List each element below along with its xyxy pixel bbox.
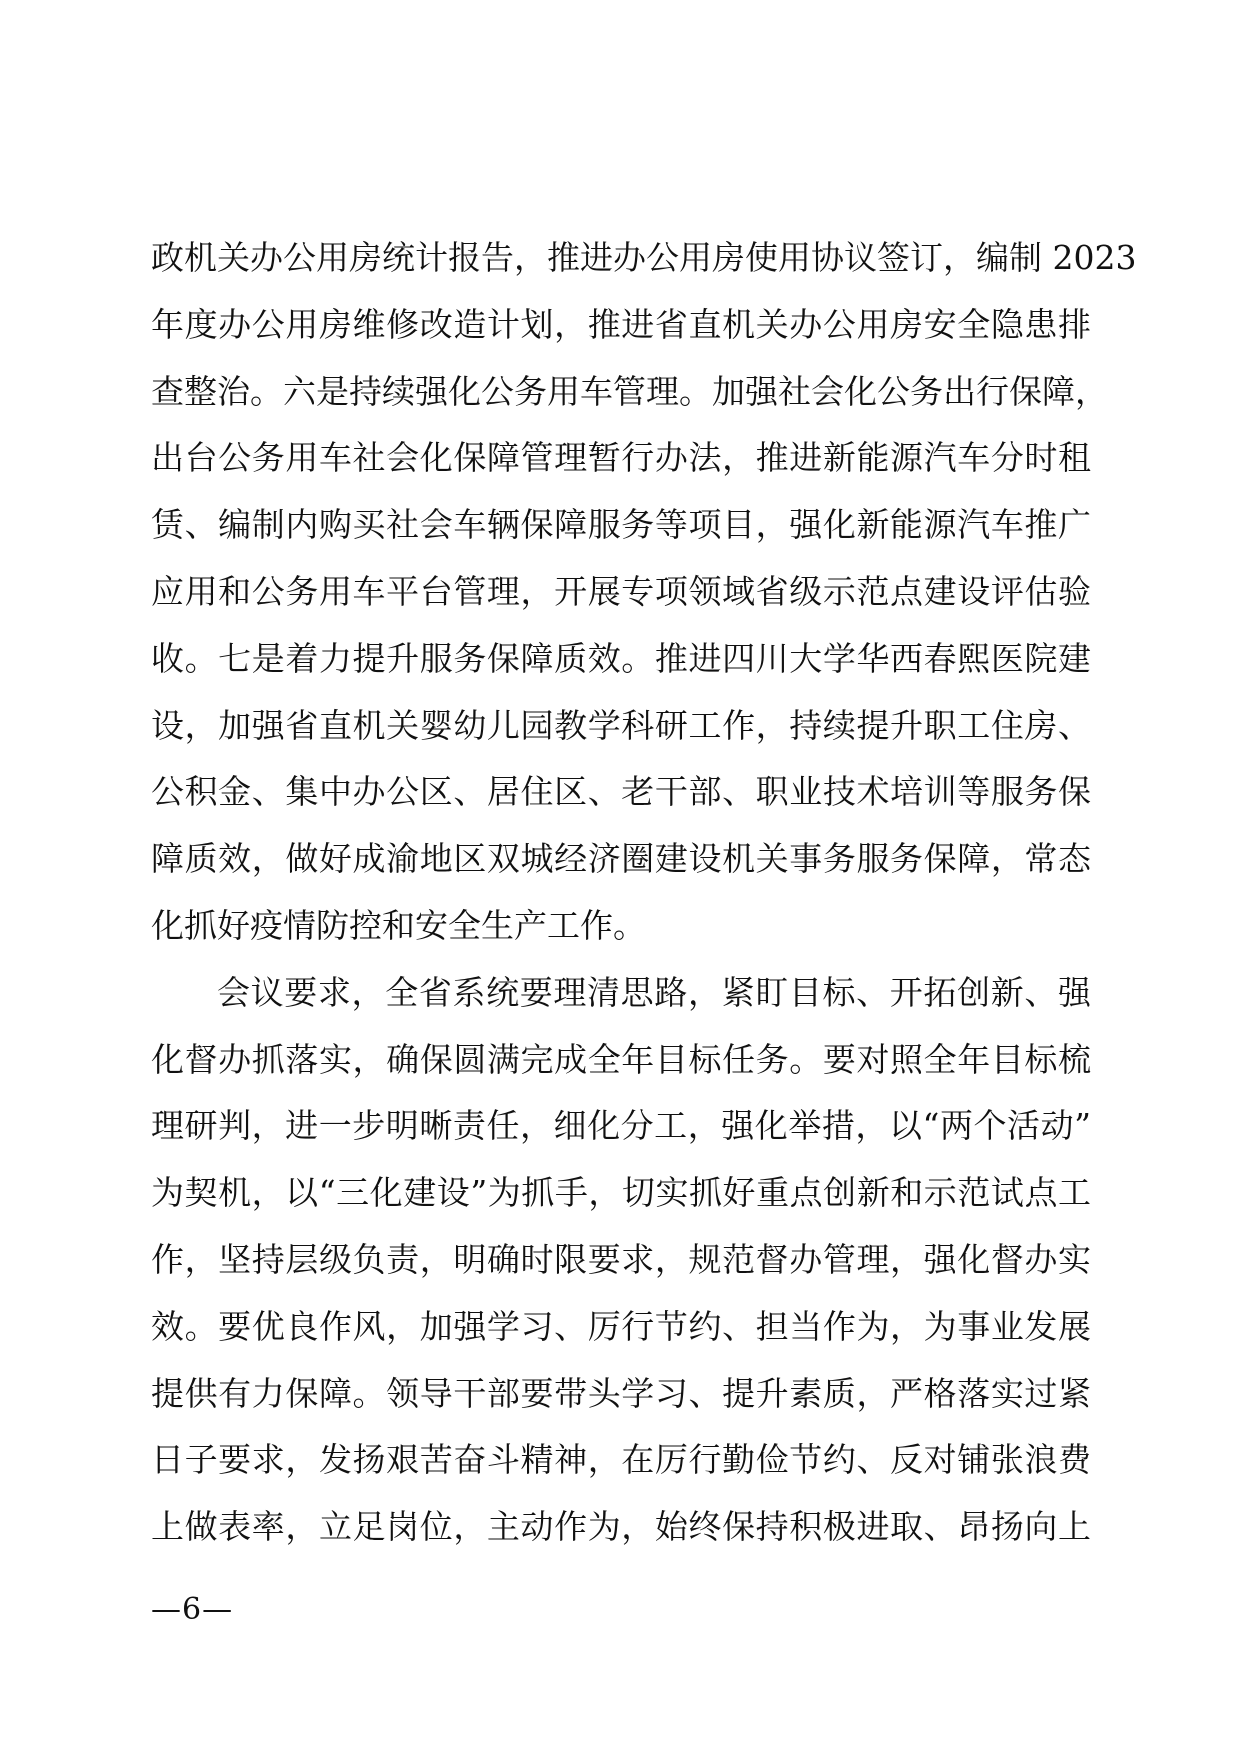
text-line: 为契机，以“三化建设”为抓手，切实抓好重点创新和示范试点工 [151, 1173, 1091, 1213]
text-line: 理研判，进一步明晰责任，细化分工，强化举措，以“两个活动” [151, 1106, 1091, 1146]
text-line: 化督办抓落实，确保圆满完成全年目标任务。要对照全年目标梳 [151, 1039, 1091, 1079]
text-line: 应用和公务用车平台管理，开展专项领域省级示范点建设评估验 [151, 571, 1091, 611]
text-line: 公积金、集中办公区、居住区、老干部、职业技术培训等服务保 [151, 772, 1091, 812]
body-text [151, 225, 1137, 1561]
text-line: 设，加强省直机关婴幼儿园教学科研工作，持续提升职工住房、 [151, 705, 1091, 745]
text-line: 效。要优良作风，加强学习、厉行节约、担当作为，为事业发展 [151, 1306, 1091, 1346]
text-line: 日子要求，发扬艰苦奋斗精神，在厉行勤俭节约、反对铺张浪费 [151, 1440, 1091, 1480]
page-number: —6— [151, 1592, 234, 1627]
text-line: 障质效，做好成渝地区双城经济圈建设机关事务服务保障，常态 [151, 839, 1091, 879]
text-line: 化抓好疫情防控和安全生产工作。 [151, 905, 646, 945]
text-line: 提供有力保障。领导干部要带头学习、提升素质，严格落实过紧 [151, 1373, 1091, 1413]
text-line: 出台公务用车社会化保障管理暂行办法，推进新能源汽车分时租 [151, 438, 1091, 478]
text-line: 年度办公用房维修改造计划，推进省直机关办公用房安全隐患排 [151, 304, 1091, 344]
text-line: 上做表率，立足岗位，主动作为，始终保持积极进取、昂扬向上 [151, 1507, 1091, 1547]
text-line: 查整治。六是持续强化公务用车管理。加强社会化公务出行保障， [151, 371, 1108, 411]
text-line: 政机关办公用房统计报告，推进办公用房使用协议签订，编制 2023 [151, 238, 1137, 277]
paragraph-start-line: 会议要求，全省系统要理清思路，紧盯目标、开拓创新、强 [217, 972, 1091, 1012]
text-line: 收。七是着力提升服务保障质效。推进四川大学华西春熙医院建 [151, 638, 1091, 678]
text-line: 赁、编制内购买社会车辆保障服务等项目，强化新能源汽车推广 [151, 505, 1091, 545]
text-line: 作，坚持层级负责，明确时限要求，规范督办管理，强化督办实 [151, 1239, 1091, 1279]
